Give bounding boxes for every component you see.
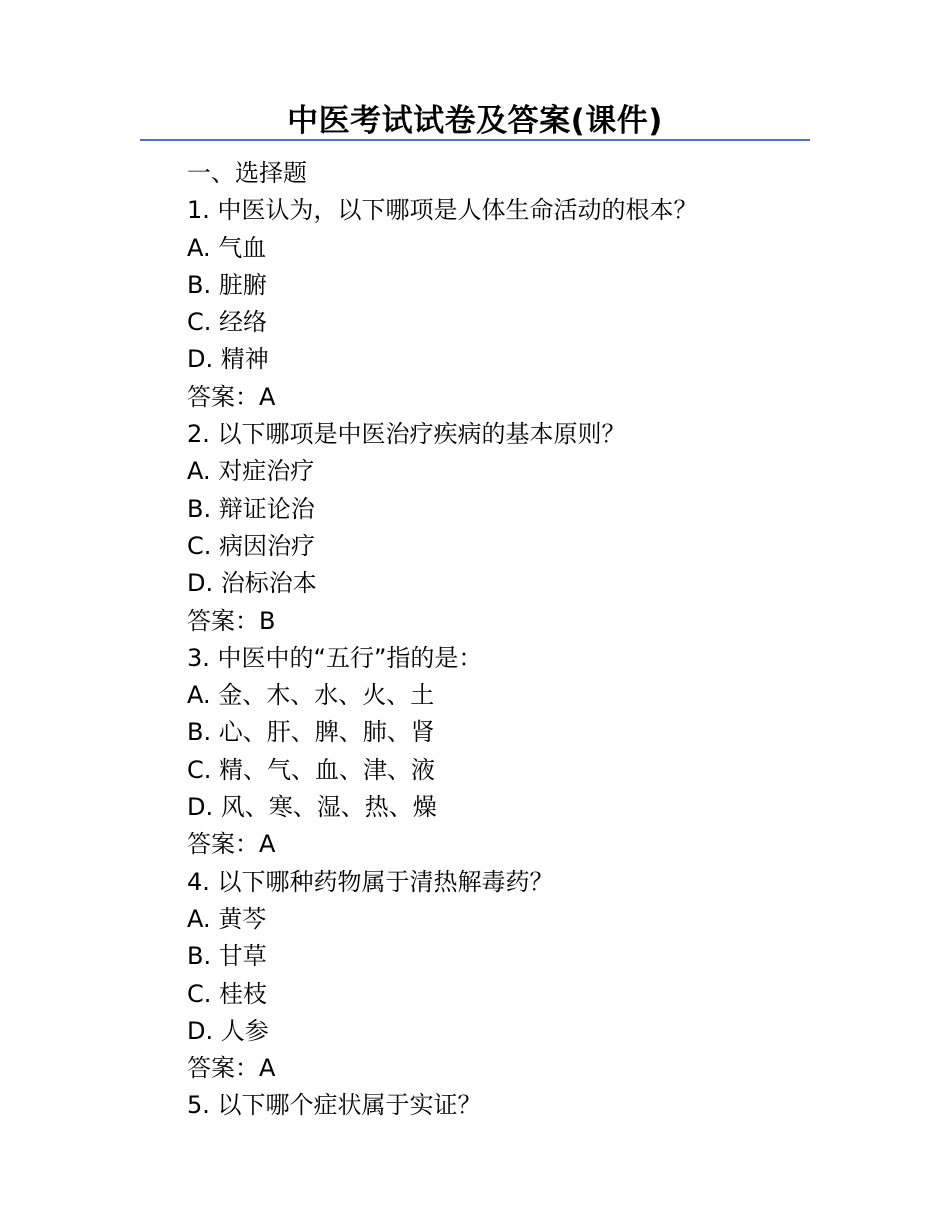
question-stem: 3. 中医中的“五行”指的是： [187,643,483,672]
question-stem: 5. 以下哪个症状属于实证？ [187,1091,482,1120]
section-heading: 一、选择题 [187,159,307,187]
answer-option: A. 金、木、水、火、土 [187,681,435,710]
answer-option: A. 对症治疗 [187,457,315,486]
answer-key: 答案：B [187,606,276,635]
answer-option: D. 精神 [187,345,269,374]
answer-option: B. 辩证论治 [187,494,315,523]
answer-option: D. 治标治本 [187,569,317,598]
answer-option: B. 心、肝、脾、肺、肾 [187,718,435,747]
document-title: 中医考试试卷及答案(课件) [287,103,663,139]
answer-key: 答案：A [187,1054,276,1083]
question-stem: 2. 以下哪项是中医治疗疾病的基本原则？ [187,420,626,449]
answer-key: 答案：A [187,830,276,859]
answer-option: D. 风、寒、湿、热、燥 [187,793,437,822]
answer-option: C. 精、气、血、津、液 [187,755,436,784]
question-stem: 4. 以下哪种药物属于清热解毒药？ [187,867,554,896]
answer-option: C. 桂枝 [187,979,268,1008]
answer-option: B. 脏腑 [187,270,267,299]
answer-key: 答案：A [187,382,276,411]
answer-option: C. 经络 [187,308,268,337]
document-body [187,155,827,1125]
answer-option: A. 气血 [187,233,267,262]
answer-option: A. 黄芩 [187,904,267,933]
answer-option: C. 病因治疗 [187,531,316,560]
title-underline-rule [140,139,810,141]
answer-option: D. 人参 [187,1016,269,1045]
answer-option: B. 甘草 [187,942,267,971]
question-stem: 1. 中医认为，以下哪项是人体生命活动的根本？ [187,196,698,225]
